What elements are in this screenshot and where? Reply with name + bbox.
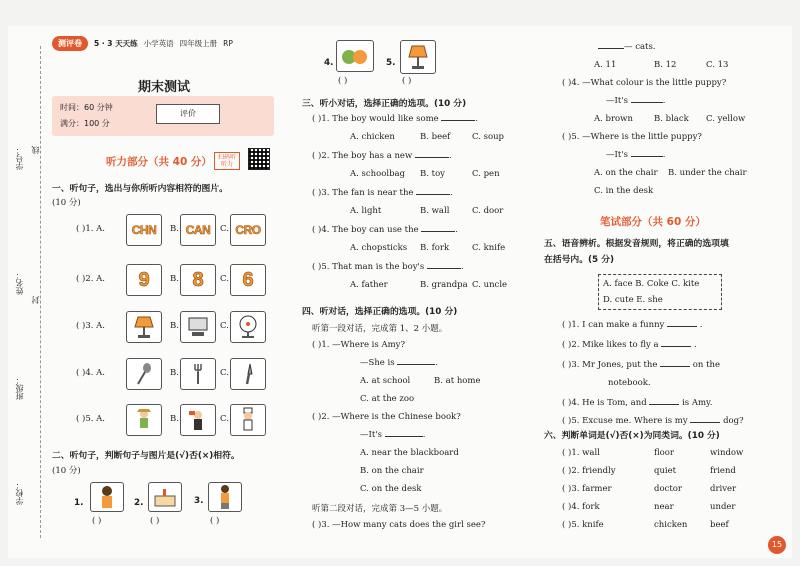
s5-item-5-end: is Amy. <box>682 398 713 408</box>
series-name: 5 · 3 天天练 <box>94 39 138 48</box>
computer-picture-icon <box>180 311 216 343</box>
s3-q1: ( )1. The boy would like some . <box>312 114 479 124</box>
seal-mark: 封 <box>31 296 40 304</box>
s4-q1-opt-c: C. at the zoo <box>360 394 415 404</box>
s4-q3: ( )3. —How many cats does the girl see? <box>312 520 486 530</box>
s6-item-1-word: ( )1. wall <box>562 448 600 458</box>
s2-paren-4: ( ) <box>338 76 348 86</box>
word-bank-box <box>598 274 722 310</box>
section-2-title: 二、听句子，判断句子与图片是(√)否(×)相符。 <box>52 451 240 461</box>
s1-q1-option-c-text: CRO <box>235 223 261 237</box>
question-number: ( )5. A. <box>76 414 105 424</box>
school-label: 学校： <box>15 481 24 505</box>
question-number: ( )3. A. <box>76 321 105 331</box>
s5-item-1 <box>562 320 702 330</box>
s6-item-2-word-3: friend <box>710 466 736 476</box>
knife-picture-icon <box>230 358 266 390</box>
s5-item-4 <box>608 378 651 388</box>
s1-q1-option-b-text: CAN <box>185 223 211 237</box>
s4-q5: ( )5. —Where is the little puppy? <box>562 132 702 142</box>
s1-q2-option-a <box>126 264 162 296</box>
subject: 小学英语 <box>143 39 174 48</box>
page-title: 期末测试 <box>138 80 191 95</box>
s4-q1: ( )1. —Where is Amy? <box>312 340 406 350</box>
nurse-picture-icon <box>180 404 216 436</box>
option-c-label: C. <box>220 224 229 234</box>
s1-q2-option-b-text: 8 <box>192 268 204 291</box>
binding-gutter <box>8 26 48 558</box>
word-bank-line-1: A. face B. Coke C. kite <box>603 279 700 289</box>
qr-code-icon[interactable] <box>248 148 270 170</box>
s3-q4-opt-c: C. knife <box>472 243 506 253</box>
s4-q2: ( )2. —Where is the Chinese book? <box>312 412 461 422</box>
info-box <box>52 96 274 136</box>
s1-q1-option-c <box>230 214 266 246</box>
section-4-title: 四、听对话，选择正确的选项。(10 分) <box>302 307 458 317</box>
s1-q1-option-a <box>126 214 162 246</box>
s4-q1-opt-b: B. at home <box>434 376 481 386</box>
s6-item-4-word: ( )4. fork <box>562 502 600 512</box>
s5-item-2-text: ( )2. Mike likes to fly a <box>562 340 659 350</box>
s5-item-6-end: dog? <box>723 416 744 426</box>
s3-q4-opt-b: B. fork <box>420 243 450 253</box>
s1-q2-option-a-text: 9 <box>138 268 150 291</box>
page-header <box>52 36 284 51</box>
section-4-intro-1: 听第一段对话，完成第 1、2 小题。 <box>312 324 448 334</box>
s6-item-3-word: ( )3. farmer <box>562 484 612 494</box>
s3-q4: ( )4. The boy can use the . <box>312 225 458 235</box>
section-2-points: (10 分) <box>52 466 81 476</box>
s4-q2-opt-c: C. on the desk <box>360 484 422 494</box>
s4-q4-opt-c: C. yellow <box>706 114 746 124</box>
s2-item-2: 2. <box>134 498 144 508</box>
s3-q2-opt-b: B. toy <box>420 169 445 179</box>
s3-q5-opt-b: B. grandpa <box>420 280 468 290</box>
s5-item-2-end: . <box>694 340 697 350</box>
question-number: ( )2. A. <box>76 274 105 284</box>
option-b-label: B. <box>170 274 179 284</box>
lamp-picture-icon <box>400 40 436 74</box>
s2-paren-1: ( ) <box>92 516 102 526</box>
s4-q2-answer: —It's . <box>360 430 426 440</box>
s5-item-4-text: notebook. <box>608 378 651 388</box>
s3-q2-text: ( )2. The boy has a new <box>312 151 413 161</box>
answer-blank <box>427 268 461 269</box>
answer-blank <box>416 194 450 195</box>
s3-q3-opt-b: B. wall <box>420 206 450 216</box>
s4-q3-opt-c: C. 13 <box>706 60 729 70</box>
s3-q2: ( )2. The boy has a new . <box>312 151 452 161</box>
s2-paren-2: ( ) <box>150 516 160 526</box>
s4-q4-opt-b: B. black <box>654 114 689 124</box>
s4-q4: ( )4. —What colour is the little puppy? <box>562 78 727 88</box>
answer-blank <box>421 231 455 232</box>
qr-tag: 扫码听听力 <box>214 152 240 170</box>
page-number: 15 <box>768 536 786 554</box>
s3-q2-opt-c: C. pen <box>472 169 500 179</box>
s3-q5-opt-c: C. uncle <box>472 280 508 290</box>
s6-item-5-word-2: chicken <box>654 520 688 530</box>
farmer-picture-icon <box>126 404 162 436</box>
s5-item-6-text: ( )5. Excuse me. Where is my <box>562 416 688 426</box>
s3-q5-text: ( )5. That man is the boy's <box>312 262 425 272</box>
s4-q4-answer: —It's . <box>606 96 666 106</box>
s5-item-1-end: . <box>699 320 703 330</box>
girl-picture-icon <box>90 482 124 512</box>
s3-q1-opt-b: B. beef <box>420 132 451 142</box>
vegetables-picture-icon <box>336 40 374 72</box>
time-info: 时间：60 分钟 <box>60 103 113 112</box>
section-1-title: 一、听句子，选出与你所听内容相符的图片。 <box>52 184 228 194</box>
section-6-title: 六、判断单词是(√)否(×)为同类词。(10 分) <box>544 431 720 441</box>
option-b-label: B. <box>170 414 179 424</box>
seal-line-mark: 线 <box>31 146 40 154</box>
column-1 <box>52 36 284 526</box>
s3-q4-opt-a: A. chopsticks <box>350 243 408 253</box>
s4-q2-opt-a: A. near the blackboard <box>360 448 459 458</box>
s2-item-4: 4. <box>324 58 334 68</box>
s5-item-2 <box>562 340 697 350</box>
s1-q1-option-a-text: CHN <box>131 223 157 237</box>
s5-item-1-text: ( )1. I can make a funny <box>562 320 665 330</box>
s3-q4-text: ( )4. The boy can use the <box>312 225 419 235</box>
section-1-points: (10 分) <box>52 198 81 208</box>
s2-item-3: 3. <box>194 496 204 506</box>
s3-q3-opt-c: C. door <box>472 206 504 216</box>
s3-q3: ( )3. The fan is near the . <box>312 188 453 198</box>
s6-item-4-word-3: under <box>710 502 736 512</box>
s4-q5-opt-c: C. in the desk <box>594 186 654 196</box>
test-badge: 测评卷 <box>52 36 88 51</box>
cook-picture-icon <box>230 404 266 436</box>
writing-header: 笔试部分（共 60 分） <box>600 216 706 228</box>
option-b-label: B. <box>170 224 179 234</box>
option-c-label: C. <box>220 321 229 331</box>
cake-picture-icon <box>148 482 182 512</box>
s4-q2-opt-b: B. on the chair <box>360 466 424 476</box>
s4-q1-opt-a: A. at school <box>360 376 411 386</box>
answer-blank <box>661 346 691 347</box>
answer-blank <box>660 366 690 367</box>
s4-q3-opt-b: B. 12 <box>654 60 677 70</box>
s1-q2-option-c-text: 6 <box>242 268 254 291</box>
s5-item-6 <box>562 416 744 426</box>
s3-q3-text: ( )3. The fan is near the <box>312 188 414 198</box>
s6-item-5-word-3: beef <box>710 520 729 530</box>
section-5-title-2: 在括号内。(5 分) <box>544 255 615 265</box>
s4-q5-opt-a: A. on the chair <box>594 168 658 178</box>
word-bank-line-2: D. cute E. she <box>603 295 663 305</box>
s5-item-3-text: ( )3. Mr Jones, put the <box>562 360 658 370</box>
s3-q5-opt-a: A. father <box>350 280 388 290</box>
worksheet-page <box>8 26 792 558</box>
section-4-intro-2: 听第二段对话，完成第 3—5 小题。 <box>312 504 448 514</box>
s2-paren-5: ( ) <box>402 76 412 86</box>
s3-q3-opt-a: A. light <box>350 206 382 216</box>
s6-item-1-word-2: floor <box>654 448 674 458</box>
s6-item-3-word-2: doctor <box>654 484 682 494</box>
s5-item-5-text: ( )4. He is Tom, and <box>562 398 647 408</box>
question-number: ( )1. A. <box>76 224 105 234</box>
score-box: 评价 <box>156 104 220 124</box>
answer-blank <box>667 326 697 327</box>
s4-q3-opt-a: A. 11 <box>594 60 617 70</box>
section-5-title: 五、语音辨析。根据发音规则，将正确的选项填 <box>544 239 729 249</box>
s6-item-2-word-2: quiet <box>654 466 677 476</box>
s5-item-5 <box>562 398 712 408</box>
spoon-picture-icon <box>126 358 162 390</box>
listening-header: 听力部分（共 40 分） <box>106 156 212 168</box>
edition: RP <box>223 39 233 48</box>
s5-item-3-end: on the <box>692 360 720 370</box>
answer-blank <box>415 157 449 158</box>
fan-picture-icon <box>230 311 266 343</box>
s4-q5-opt-b: B. under the chair <box>668 168 747 178</box>
s1-q2-option-b <box>180 264 216 296</box>
s6-item-5-word: ( )5. knife <box>562 520 604 530</box>
student-number-label: 学号： <box>15 146 24 170</box>
answer-blank <box>441 120 475 121</box>
s1-q2-option-c <box>230 264 266 296</box>
lamp-picture-icon <box>126 311 162 343</box>
option-c-label: C. <box>220 274 229 284</box>
s3-q1-text: ( )1. The boy would like some <box>312 114 439 124</box>
fork-picture-icon <box>180 358 216 390</box>
s6-item-4-word-2: near <box>654 502 674 512</box>
s2-paren-3: ( ) <box>210 516 220 526</box>
option-c-label: C. <box>220 368 229 378</box>
man-picture-icon <box>208 482 242 512</box>
s3-q1-opt-c: C. soup <box>472 132 504 142</box>
s5-item-3 <box>562 360 720 370</box>
s3-q1-opt-a: A. chicken <box>350 132 395 142</box>
s3-q5: ( )5. That man is the boy's . <box>312 262 464 272</box>
s4-q4-opt-a: A. brown <box>594 114 633 124</box>
s2-item-1: 1. <box>74 498 84 508</box>
grade: 四年级上册 <box>179 39 218 48</box>
s6-item-1-word-3: window <box>710 448 744 458</box>
s2-item-5: 5. <box>386 58 396 68</box>
s4-q3-answer: — cats. <box>598 42 656 52</box>
question-number: ( )4. A. <box>76 368 105 378</box>
s4-q5-answer: —It's . <box>606 150 666 160</box>
section-3-title: 三、听小对话，选择正确的选项。(10 分) <box>302 99 467 109</box>
s4-q1-answer: —She is . <box>360 358 439 368</box>
s1-q1-option-b <box>180 214 216 246</box>
option-b-label: B. <box>170 321 179 331</box>
answer-blank <box>649 404 679 405</box>
option-b-label: B. <box>170 368 179 378</box>
answer-blank <box>690 422 720 423</box>
option-c-label: C. <box>220 414 229 424</box>
class-label: 班级： <box>15 376 24 400</box>
s6-item-3-word-3: driver <box>710 484 737 494</box>
s3-q2-opt-a: A. schoolbag <box>350 169 406 179</box>
cut-line <box>40 46 41 538</box>
s6-item-2-word: ( )2. friendly <box>562 466 616 476</box>
full-score-info: 满分：100 分 <box>60 119 110 128</box>
name-label: 姓名： <box>15 271 24 295</box>
